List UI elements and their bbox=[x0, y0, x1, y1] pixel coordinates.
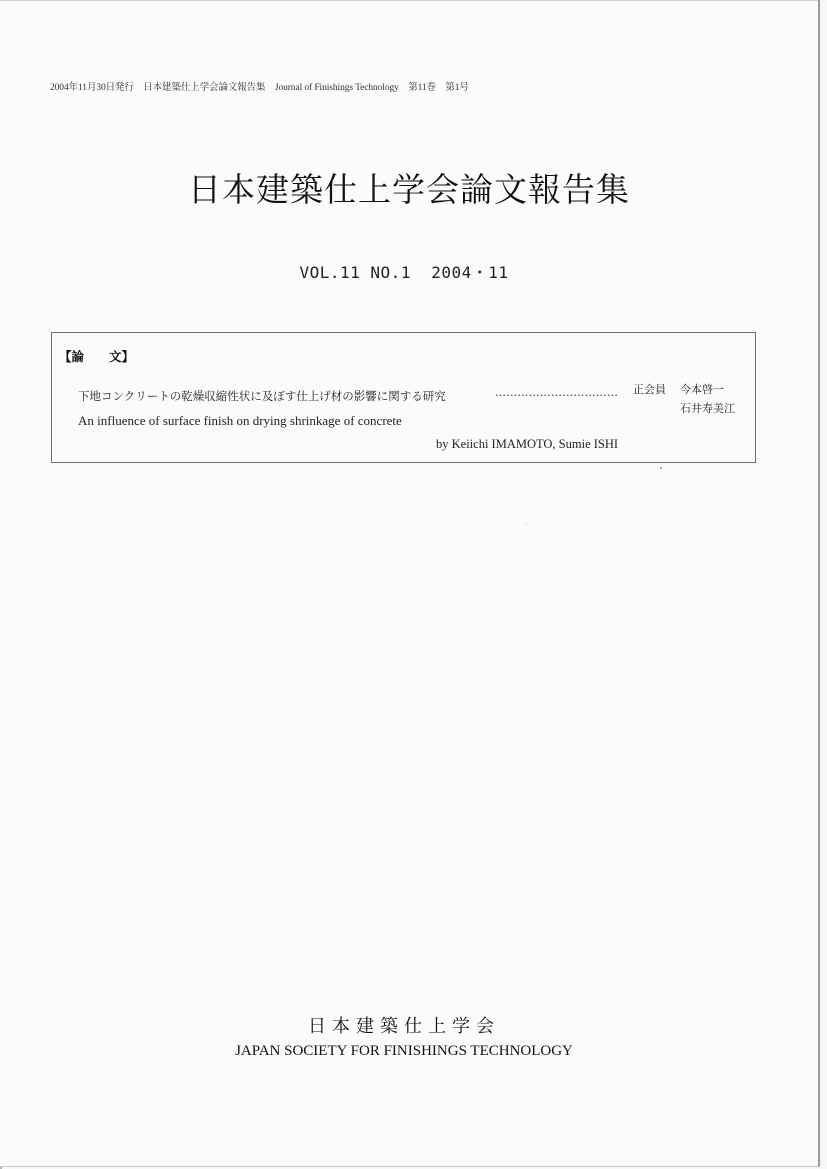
page-top-edge bbox=[0, 0, 818, 1]
volume-number: VOL.11 NO.1 2004・11 bbox=[299, 263, 509, 282]
author-name: 今本啓一 bbox=[680, 383, 724, 396]
publisher-name-ja: 日本建築仕上学会 bbox=[308, 1016, 500, 1037]
member-type-label: 正会員 bbox=[633, 383, 666, 396]
running-header: 2004年11月30日発行 日本建築仕上学会論文報告集 Journal of Finishings Technology 第11巻 第1号 bbox=[50, 83, 469, 93]
table-of-contents bbox=[51, 332, 756, 463]
author-name: 石井寿美江 bbox=[680, 402, 735, 415]
publisher-name-en: JAPAN SOCIETY FOR FINISHINGS TECHNOLOGY bbox=[235, 1043, 573, 1059]
article-title-en: An influence of surface finish on drying shrinkage of concrete bbox=[78, 413, 402, 428]
scan-speck bbox=[660, 467, 662, 469]
section-heading: 【論 文】 bbox=[59, 349, 135, 364]
author-byline: by Keiichi IMAMOTO, Sumie ISHI bbox=[436, 437, 619, 451]
journal-title: 日本建築仕上学会論文報告集 bbox=[188, 170, 630, 209]
dot-leader: …………………………… bbox=[495, 386, 619, 399]
scan-speck bbox=[526, 523, 527, 524]
article-title-ja: 下地コンクリートの乾燥収縮性状に及ぼす仕上げ材の影響に関する研究 bbox=[78, 389, 446, 403]
